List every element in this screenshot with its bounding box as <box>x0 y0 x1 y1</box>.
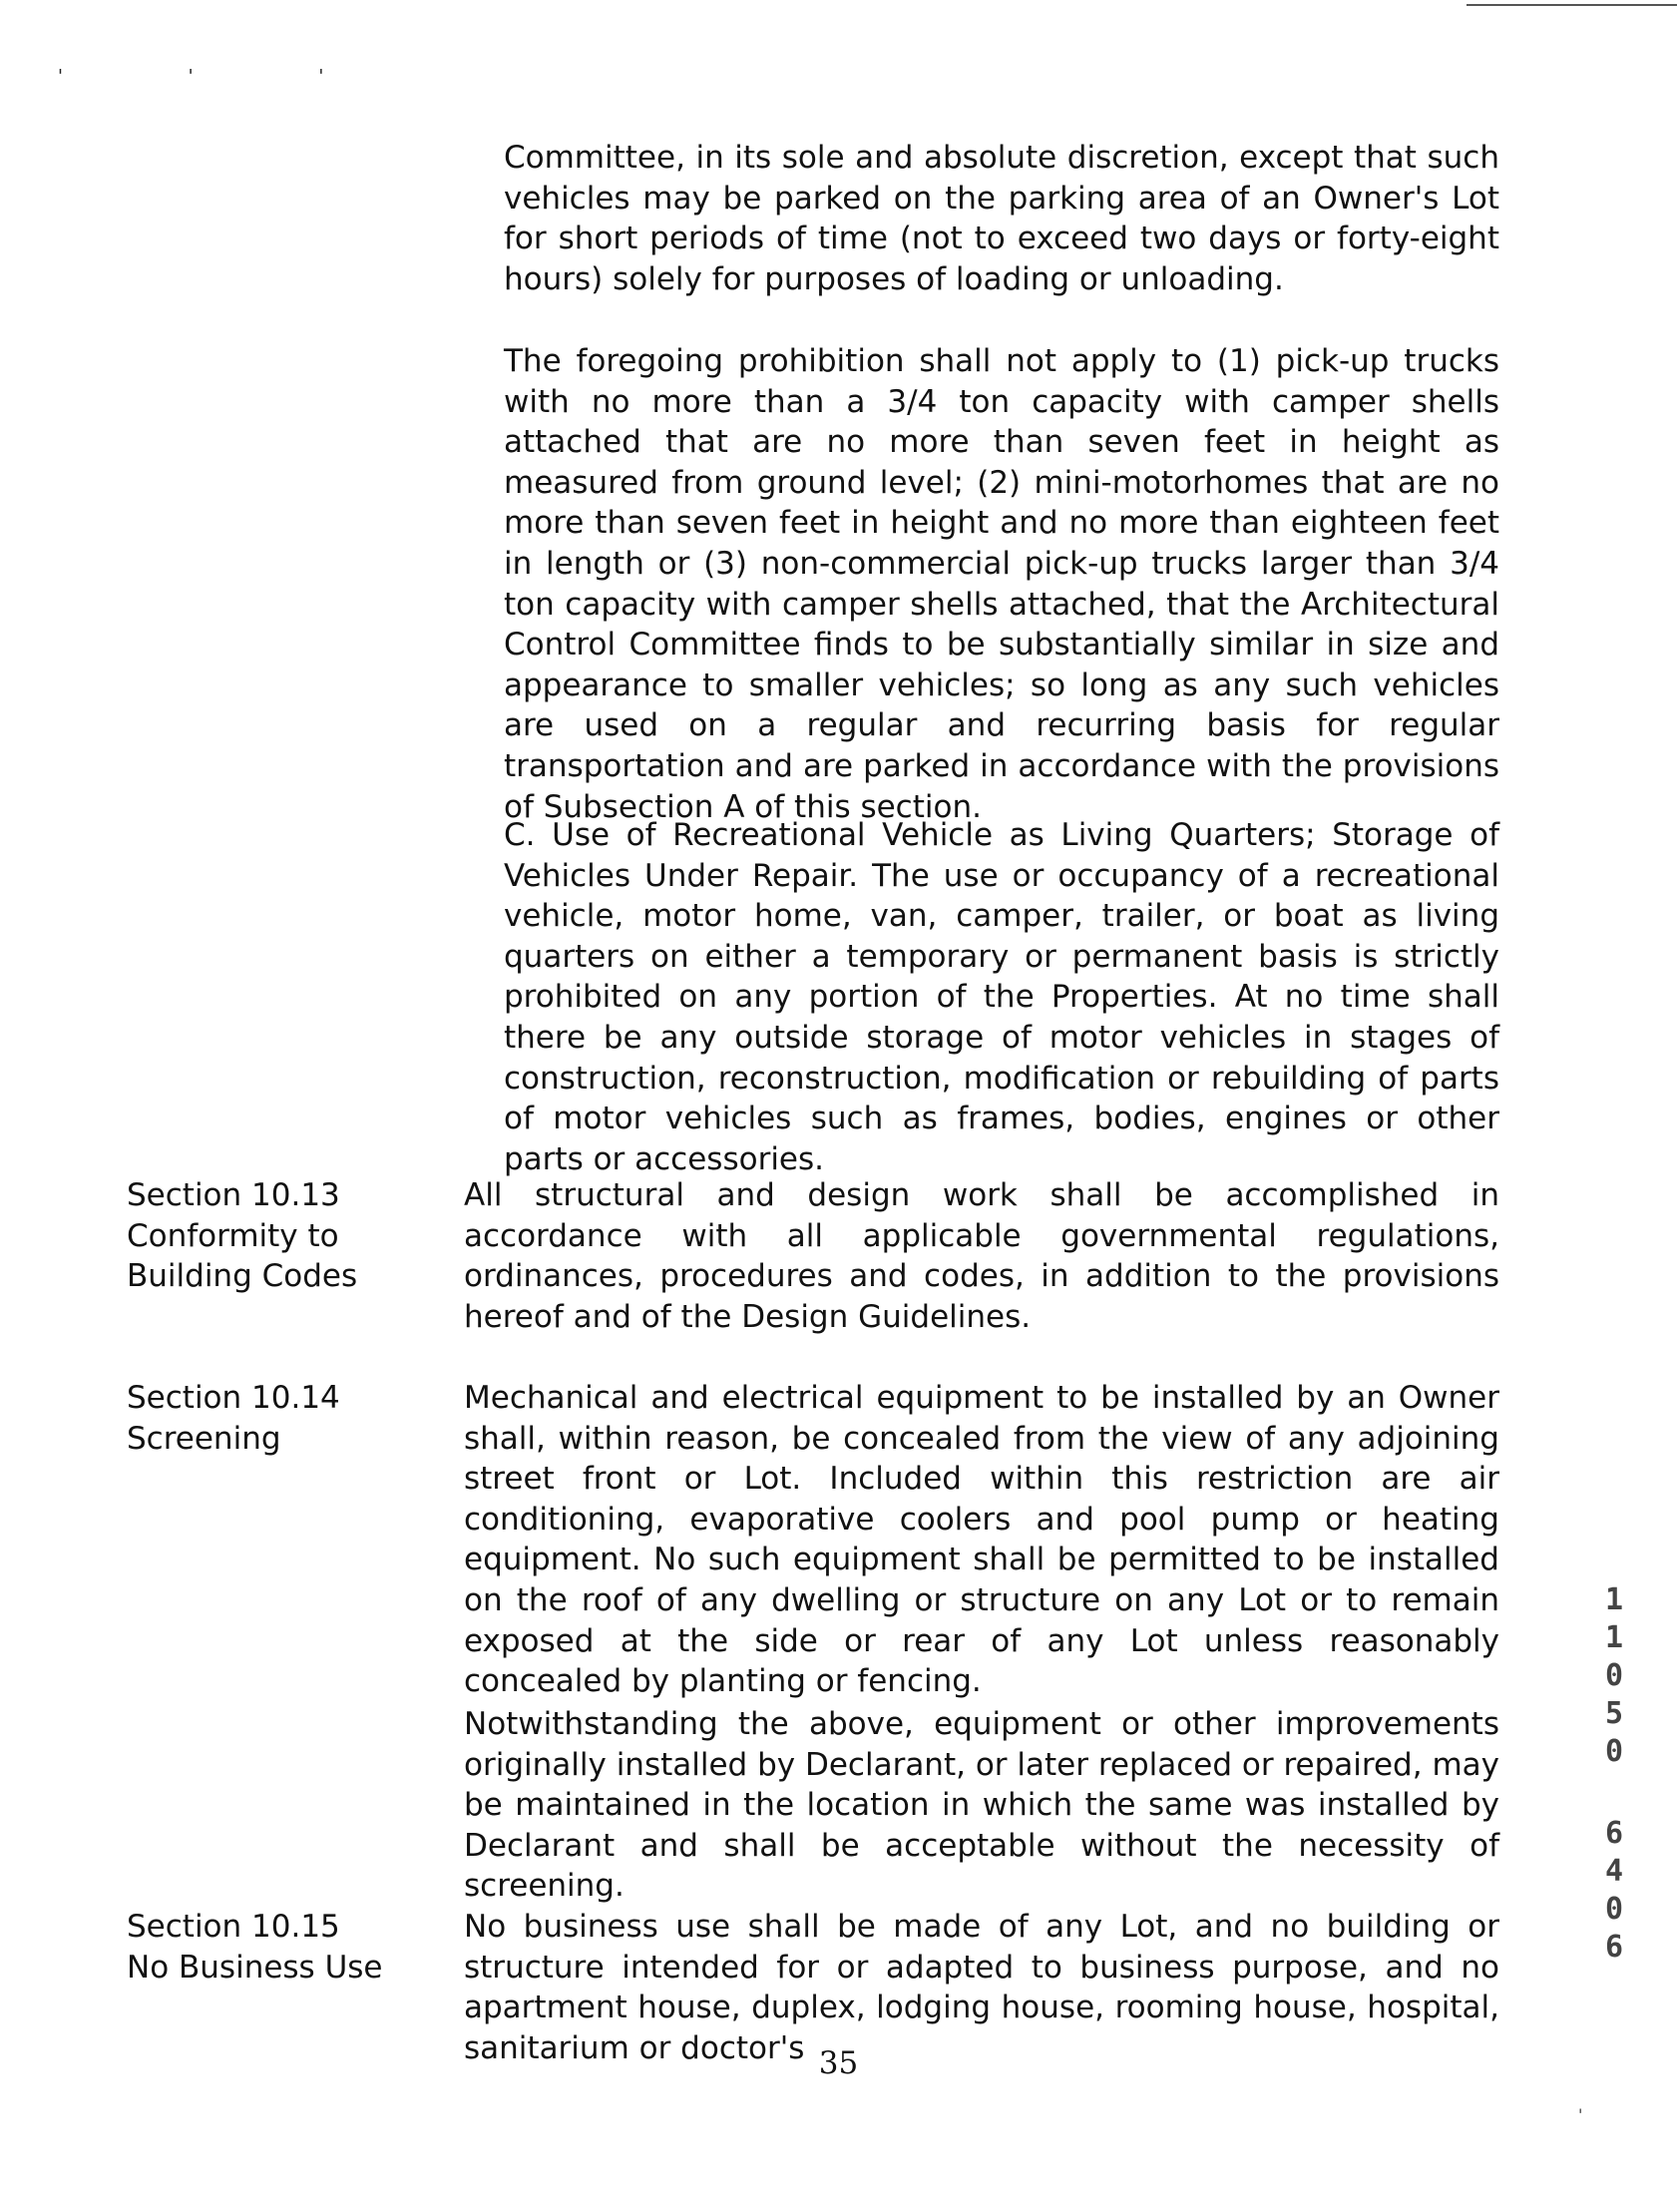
section-number: Section 10.15 <box>127 1909 340 1945</box>
page-number: 35 <box>818 2045 859 2081</box>
section-title: Building Codes <box>127 1258 358 1295</box>
stamp-digit: 6 <box>1604 1816 1624 1851</box>
recording-number-stamp <box>1600 1581 1628 1967</box>
section-10-13-label <box>127 1175 456 1297</box>
stamp-digit: 0 <box>1604 1734 1624 1769</box>
section-number: Section 10.14 <box>127 1380 340 1416</box>
paragraph-subsection-c: C. Use of Recreational Vehicle as Living Quarters; Storage of Vehicles Under Repair. The use or occupancy of a recreational vehicle, motor home, van, camper, trailer, or boat as living quarters on either a temporary or permanent basis is strictly prohibited on any portion of the Properties. At no time shall there be any outside storage of motor vehicles in stages of construction, reconstruction, modification or rebuilding of parts of motor vehicles such as frames, bodies, engines or other parts or accessories. <box>504 817 1499 1177</box>
paragraph-foregoing-prohibition: The foregoing prohibition shall not apply to (1) pick-up trucks with no more than a 3/4 ton capacity with camper shells attached that are no more than seven feet in height as measured from ground level; (2) mini-motorhomes that are no more than seven feet in height and no more than eighteen feet in length or (3) non-commercial pick-up trucks larger than 3/4 ton capacity with camper shells attached, that the Architectural Control Committee finds to be substantially similar in size and appearance to smaller vehicles; so long as any such vehicles are used on a regular and recurring basis for regular transportation and are parked in accordance with the provisions of Subsection A of this section. <box>504 343 1499 825</box>
stamp-digit: 0 <box>1604 1658 1624 1693</box>
section-10-13-text: All structural and design work shall be accomplished in accordance with all applicable governmental regulations, ordinances, procedures and codes, in addition to the provisions hereof and of the Design Guidelines. <box>464 1177 1499 1335</box>
stamp-digit: 1 <box>1604 1582 1624 1617</box>
paragraph-continued: Committee, in its sole and absolute discretion, except that such vehicles may be parked on the parking area of an Owner's Lot for short periods of time (not to exceed two days or forty-eight hours) solely for purposes of loading or unloading. <box>504 140 1499 297</box>
stray-mark: ' <box>1578 2105 1583 2124</box>
stamp-digit: 5 <box>1604 1696 1624 1731</box>
stamp-digit: 0 <box>1604 1892 1624 1927</box>
scan-edge-line <box>1467 4 1677 6</box>
scan-marks: ' ' ' <box>58 66 384 87</box>
section-10-14-text: Mechanical and electrical equipment to be installed by an Owner shall, within reason, be concealed from the view of any adjoining street front or Lot. Included within this restriction are air conditioning, evaporative coolers and pool pump or heating equipment. No such equipment shall be permitted to be installed on the roof of any dwelling or structure on any Lot or to remain exposed at the side or rear of any Lot unless reasonably concealed by planting or fencing. <box>464 1380 1499 1700</box>
section-number: Section 10.13 <box>127 1177 340 1213</box>
section-10-15-label <box>127 1907 456 1988</box>
stamp-digit: 4 <box>1604 1854 1624 1889</box>
section-10-14-text-notwithstanding: Notwithstanding the above, equipment or other improvements originally installed by Declarant, or later replaced or repaired, may be maintained in the location in which the same was installed by Declarant and shall be acceptable without the necessity of screening. <box>464 1706 1499 1905</box>
section-10-14-label <box>127 1378 456 1459</box>
section-title: Screening <box>127 1420 281 1457</box>
stamp-digit: 1 <box>1604 1620 1624 1655</box>
section-title: No Business Use <box>127 1949 383 1986</box>
stamp-digit: 6 <box>1604 1930 1624 1965</box>
section-title: Conformity to <box>127 1217 339 1254</box>
stamp-gap <box>1600 1771 1628 1815</box>
section-10-15-text: No business use shall be made of any Lot, and no building or structure intended for or adapted to business purpose, and no apartment house, duplex, lodging house, rooming house, hospital, sanitarium or doctor's <box>464 1909 1499 2066</box>
